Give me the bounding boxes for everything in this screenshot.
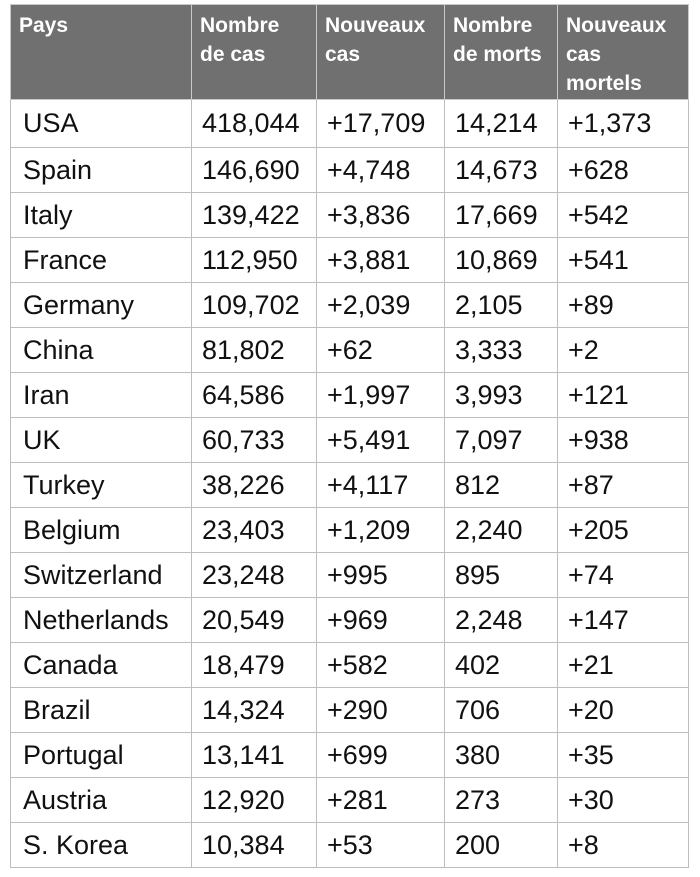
cell-new-deaths: +541 [558, 238, 689, 283]
cell-country: Italy [11, 193, 192, 238]
cell-total-cases: 18,479 [192, 643, 317, 688]
cell-total-cases: 60,733 [192, 418, 317, 463]
table-row [11, 508, 689, 553]
cell-total-deaths: 2,240 [445, 508, 558, 553]
cell-new-deaths: +89 [558, 283, 689, 328]
cell-total-cases: 23,403 [192, 508, 317, 553]
cell-new-cases: +5,491 [317, 418, 445, 463]
cell-total-cases: 112,950 [192, 238, 317, 283]
cell-new-cases: +2,039 [317, 283, 445, 328]
cell-new-cases: +4,117 [317, 463, 445, 508]
cell-new-cases: +281 [317, 778, 445, 823]
cell-country: China [11, 328, 192, 373]
cell-total-cases: 14,324 [192, 688, 317, 733]
cell-new-cases: +699 [317, 733, 445, 778]
cell-new-cases: +53 [317, 823, 445, 868]
cell-total-cases: 38,226 [192, 463, 317, 508]
table-row [11, 373, 689, 418]
cell-new-deaths: +35 [558, 733, 689, 778]
table-row [11, 598, 689, 643]
cell-total-deaths: 812 [445, 463, 558, 508]
cell-country: S. Korea [11, 823, 192, 868]
cell-new-deaths: +938 [558, 418, 689, 463]
table-row [11, 688, 689, 733]
table-row [11, 463, 689, 508]
cell-total-cases: 23,248 [192, 553, 317, 598]
table-row [11, 100, 689, 148]
cell-new-deaths: +1,373 [558, 100, 689, 148]
cell-new-cases: +1,997 [317, 373, 445, 418]
cell-country: Brazil [11, 688, 192, 733]
cell-country: UK [11, 418, 192, 463]
cell-new-cases: +3,881 [317, 238, 445, 283]
cell-total-deaths: 273 [445, 778, 558, 823]
table-row [11, 778, 689, 823]
cell-new-cases: +969 [317, 598, 445, 643]
cell-total-deaths: 402 [445, 643, 558, 688]
cell-new-cases: +3,836 [317, 193, 445, 238]
cell-total-deaths: 895 [445, 553, 558, 598]
cell-new-deaths: +21 [558, 643, 689, 688]
cell-total-deaths: 3,993 [445, 373, 558, 418]
cell-new-deaths: +74 [558, 553, 689, 598]
cell-total-deaths: 14,214 [445, 100, 558, 148]
table-row [11, 238, 689, 283]
cell-total-deaths: 380 [445, 733, 558, 778]
table-row [11, 283, 689, 328]
cell-country: Switzerland [11, 553, 192, 598]
cell-country: Iran [11, 373, 192, 418]
table-row [11, 328, 689, 373]
cell-total-cases: 13,141 [192, 733, 317, 778]
cell-new-deaths: +20 [558, 688, 689, 733]
cell-new-deaths: +2 [558, 328, 689, 373]
cell-total-cases: 139,422 [192, 193, 317, 238]
cell-total-cases: 109,702 [192, 283, 317, 328]
cell-new-cases: +62 [317, 328, 445, 373]
cell-total-cases: 81,802 [192, 328, 317, 373]
cell-new-deaths: +628 [558, 148, 689, 193]
cell-new-cases: +995 [317, 553, 445, 598]
cell-total-cases: 12,920 [192, 778, 317, 823]
cell-total-cases: 20,549 [192, 598, 317, 643]
cell-total-cases: 146,690 [192, 148, 317, 193]
table-row [11, 823, 689, 868]
cell-total-deaths: 200 [445, 823, 558, 868]
cell-total-deaths: 14,673 [445, 148, 558, 193]
cell-country: Netherlands [11, 598, 192, 643]
cell-new-deaths: +121 [558, 373, 689, 418]
cell-country: Austria [11, 778, 192, 823]
cell-total-deaths: 2,105 [445, 283, 558, 328]
cell-country: Turkey [11, 463, 192, 508]
covid-stats-table-container [10, 4, 688, 870]
table-row [11, 193, 689, 238]
table-row [11, 418, 689, 463]
cell-total-deaths: 7,097 [445, 418, 558, 463]
cell-new-deaths: +542 [558, 193, 689, 238]
cell-new-deaths: +205 [558, 508, 689, 553]
cell-new-deaths: +87 [558, 463, 689, 508]
cell-new-cases: +4,748 [317, 148, 445, 193]
cell-new-cases: +582 [317, 643, 445, 688]
header-country: Pays [11, 5, 192, 100]
table-row [11, 553, 689, 598]
cell-country: Portugal [11, 733, 192, 778]
cell-new-cases: +290 [317, 688, 445, 733]
cell-total-cases: 418,044 [192, 100, 317, 148]
table-row [11, 643, 689, 688]
cell-new-cases: +1,209 [317, 508, 445, 553]
cell-total-deaths: 2,248 [445, 598, 558, 643]
header-total-deaths: Nombre de morts [445, 5, 558, 100]
table-body [11, 100, 689, 868]
header-total-cases: Nombre de cas [192, 5, 317, 100]
cell-country: Germany [11, 283, 192, 328]
header-row [11, 5, 689, 100]
cell-country: Canada [11, 643, 192, 688]
cell-total-deaths: 3,333 [445, 328, 558, 373]
cell-total-cases: 10,384 [192, 823, 317, 868]
cell-country: Spain [11, 148, 192, 193]
cell-new-deaths: +147 [558, 598, 689, 643]
cell-country: Belgium [11, 508, 192, 553]
table-header [11, 5, 689, 100]
cell-total-deaths: 17,669 [445, 193, 558, 238]
cell-country: USA [11, 100, 192, 148]
cell-total-deaths: 706 [445, 688, 558, 733]
table-row [11, 733, 689, 778]
table-row [11, 148, 689, 193]
cell-new-deaths: +30 [558, 778, 689, 823]
cell-country: France [11, 238, 192, 283]
cell-new-deaths: +8 [558, 823, 689, 868]
cell-new-cases: +17,709 [317, 100, 445, 148]
header-new-cases: Nouveaux cas [317, 5, 445, 100]
cell-total-deaths: 10,869 [445, 238, 558, 283]
header-new-deaths: Nouveaux cas mortels [558, 5, 689, 100]
covid-stats-table [10, 4, 689, 868]
cell-total-cases: 64,586 [192, 373, 317, 418]
